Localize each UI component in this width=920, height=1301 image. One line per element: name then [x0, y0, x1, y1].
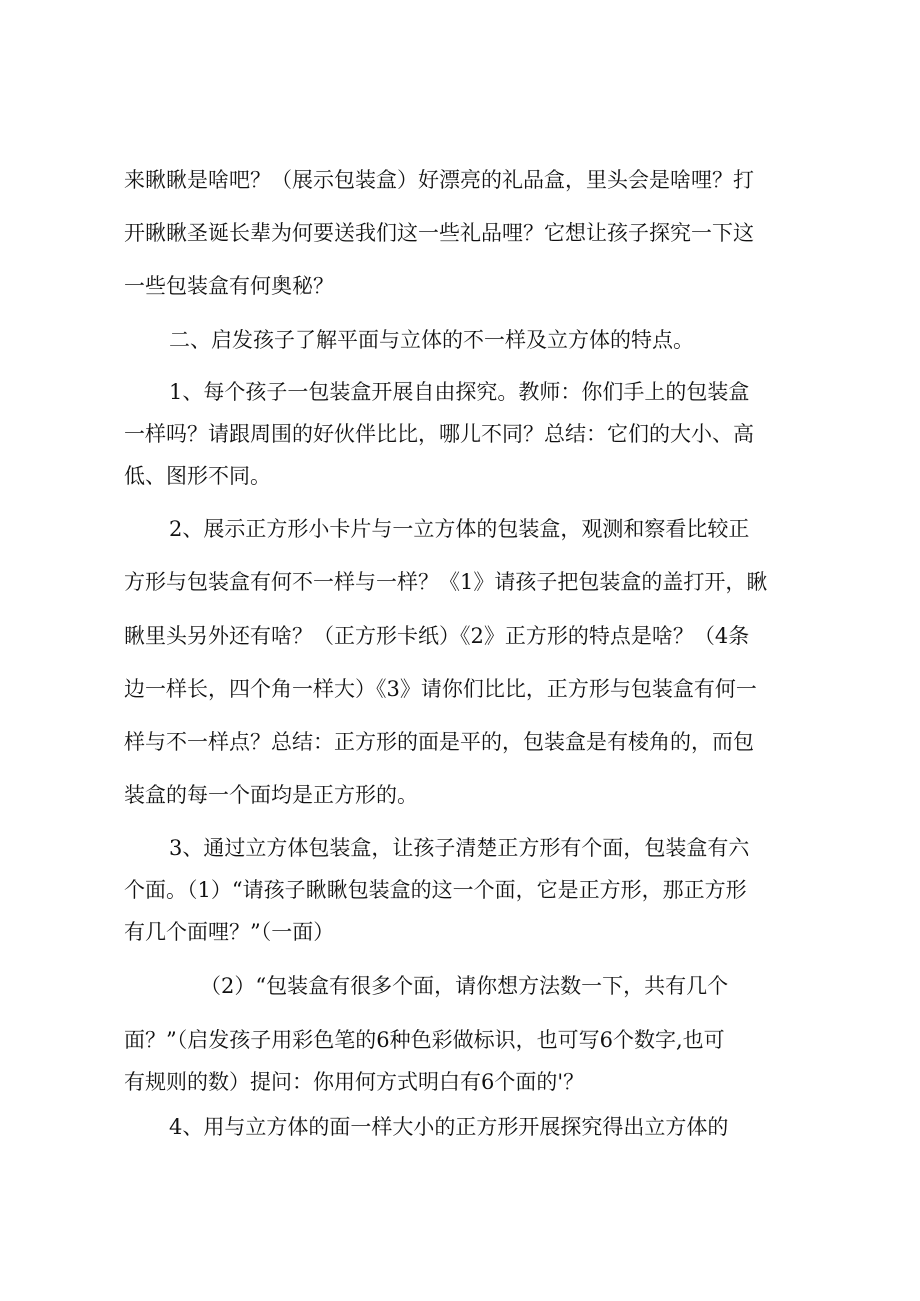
text-line-11: 边一样长，四个角一样大）《3》请你们比比，正方形与包装盒有何一 [124, 677, 757, 701]
text-line-18: 面？”（启发孩子用彩色笔的6种色彩做标识，也可写6个数字,也可 [124, 1028, 725, 1052]
text-line-4: 二、启发孩子了解平面与立体的不一样及立方体的特点。 [169, 328, 694, 352]
text-line-15: 个面。（1）“请孩子瞅瞅包装盒的这一个面，它是正方形，那正方形 [124, 878, 747, 902]
text-line-8: 2、展示正方形小卡片与一立方体的包装盒，观测和察看比较正 [169, 517, 750, 541]
text-line-9: 方形与包装盒有何不一样与一样？《1》请孩子把包装盒的盖打开，瞅 [124, 570, 768, 594]
text-line-20: 4、用与立方体的面一样大小的正方形开展探究得出立方体的 [169, 1115, 729, 1139]
text-line-2: 开瞅瞅圣诞长辈为何要送我们这一些礼品哩？它想让孩子探究一下这 [124, 221, 754, 245]
text-line-3: 一些包装盒有何奥秘？ [124, 274, 334, 298]
text-line-10: 瞅里头另外还有啥？（正方形卡纸）《2》正方形的特点是啥？（4条 [124, 624, 750, 648]
text-line-12: 样与不一样点？总结：正方形的面是平的，包装盒是有棱角的，而包 [124, 730, 754, 754]
text-line-17: （2）“包装盒有很多个面，请你想方法数一下，共有几个 [200, 974, 729, 998]
text-line-7: 低、图形不同。 [124, 464, 271, 488]
text-line-1: 来瞅瞅是啥吧？（展示包装盒）好漂亮的礼品盒，里头会是啥哩？打 [124, 168, 754, 192]
text-line-5: 1、每个孩子一包装盒开展自由探究。教师：你们手上的包装盒 [169, 380, 750, 404]
text-line-6: 一样吗？请跟周围的好伙伴比比，哪儿不同？总结：它们的大小、高 [124, 422, 754, 446]
text-line-19: 有规则的数）提问：你用何方式明白有6个面的'？ [124, 1070, 585, 1094]
text-line-13: 装盒的每一个面均是正方形的。 [124, 783, 418, 807]
text-line-16: 有几个面哩？”（一面） [124, 920, 335, 944]
text-line-14: 3、通过立方体包装盒，让孩子清楚正方形有个面，包装盒有六 [169, 836, 750, 860]
